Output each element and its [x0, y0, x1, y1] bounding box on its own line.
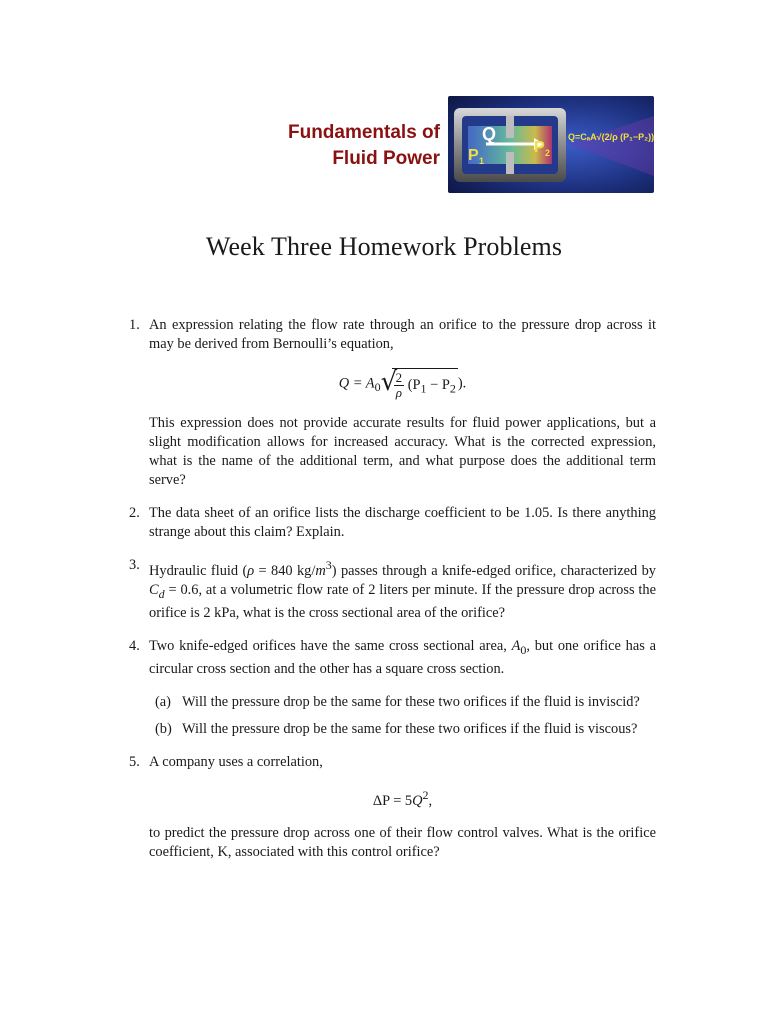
radical-sign: √ — [380, 367, 398, 397]
text-segment: Two knife-edged orifices have the same cross sectional area, — [149, 637, 512, 654]
eq-minus: − P — [426, 376, 450, 393]
correlation-equation — [149, 786, 656, 811]
eq-lhs-sub: 0 — [374, 380, 381, 395]
subquestion-b — [149, 720, 656, 739]
text-segment: = 840 kg/ — [254, 562, 316, 579]
eq-p2-sub: 2 — [449, 381, 456, 396]
subquestion-list — [149, 693, 656, 739]
orifice-equation — [149, 368, 656, 400]
eq-rhs: = 5 — [389, 792, 413, 809]
eq-lhs: Q = A — [338, 375, 375, 392]
problem-1 — [121, 316, 656, 490]
problem-number: 1. — [129, 317, 140, 333]
banner-p2-label: P — [534, 139, 545, 156]
banner-p1-label: P — [468, 147, 479, 164]
subquestion-label: (b) — [155, 720, 172, 737]
unit-exponent: 3 — [325, 558, 332, 572]
banner-formula: Q=CₐA√(2/ρ (P₁−P₂)) — [568, 132, 654, 142]
banner-p1-sub: 1 — [479, 156, 485, 166]
eq-paren: (P — [407, 376, 421, 393]
area-symbol: A — [511, 637, 521, 654]
course-banner-image — [448, 96, 654, 193]
subquestion-text: Will the pressure drop be the same for these two orifices if the fluid is inviscid? — [182, 693, 640, 710]
problem-2 — [121, 504, 656, 542]
fraction-denominator: ρ — [395, 385, 402, 400]
problem-text: A company uses a correlation, — [149, 753, 323, 770]
page-title: Week Three Homework Problems — [205, 232, 563, 261]
problem-text — [149, 556, 656, 623]
problem-text-continued: This expression does not provide accurate results for fluid power applications, but a slight modification allows for increased accuracy. What is the corrected expression, what is the name of the additional term, and what purpose does the additional term serve? — [149, 415, 656, 488]
cd-subscript: d — [158, 586, 165, 601]
fraction-numerator: 2 — [395, 370, 403, 385]
problem-4 — [121, 637, 656, 739]
text-segment: Hydraulic fluid ( — [149, 562, 248, 579]
banner-q-label: Q — [482, 124, 497, 144]
problem-text-continued: to predict the pressure drop across one of their flow control valves. What is the orifice coefficient, K, associated with this control orifice? — [149, 825, 656, 861]
text-segment: ) passes through a knife-edged orifice, characterized by — [331, 562, 657, 579]
eq-q-exponent: 2 — [422, 787, 429, 802]
problem-number: 3. — [129, 557, 140, 573]
problem-5 — [121, 753, 656, 863]
problem-text: An expression relating the flow rate through an orifice to the pressure drop across it may be derived from Bernoulli’s equation, — [149, 317, 656, 352]
area-subscript: 0 — [520, 642, 527, 657]
eq-lhs: ΔP — [372, 792, 390, 809]
text-segment: , but one orifice has a circular cross section and the other has a square cross section. — [149, 637, 657, 677]
orifice-illustration — [448, 96, 654, 193]
eq-q: Q — [412, 792, 423, 809]
subquestion-text: Will the pressure drop be the same for these two orifices if the fluid is viscous? — [182, 720, 638, 737]
problem-text: The data sheet of an orifice lists the discharge coefficient to be 1.05. Is there anything strange about this claim? Explain. — [149, 505, 656, 540]
cd-symbol: C — [149, 581, 159, 598]
subquestion-label: (a) — [155, 693, 171, 710]
problem-list — [121, 316, 656, 876]
rho-symbol: ρ — [247, 562, 255, 579]
problem-3 — [121, 556, 656, 623]
text-segment: = 0.6, at a volumetric flow rate of 2 liters per minute. If the pressure drop across the orifice is 2 kPa, what is the cross sectional area of the orifice? — [149, 581, 656, 621]
subquestion-a — [149, 693, 656, 712]
eq-p1-sub: 1 — [420, 381, 427, 396]
banner-p2-sub: 2 — [545, 148, 551, 158]
problem-number: 4. — [129, 637, 140, 654]
unit-m: m — [315, 562, 326, 579]
problem-number: 2. — [129, 505, 140, 521]
eq-close: ). — [457, 375, 467, 392]
course-logo-title — [288, 120, 440, 172]
logo-line-1: Fundamentals of — [287, 122, 440, 143]
sqrt-term — [381, 368, 458, 400]
problem-number: 5. — [129, 753, 140, 770]
logo-line-2: Fluid Power — [332, 148, 440, 169]
eq-tail: , — [428, 792, 433, 809]
problem-text — [149, 637, 656, 679]
